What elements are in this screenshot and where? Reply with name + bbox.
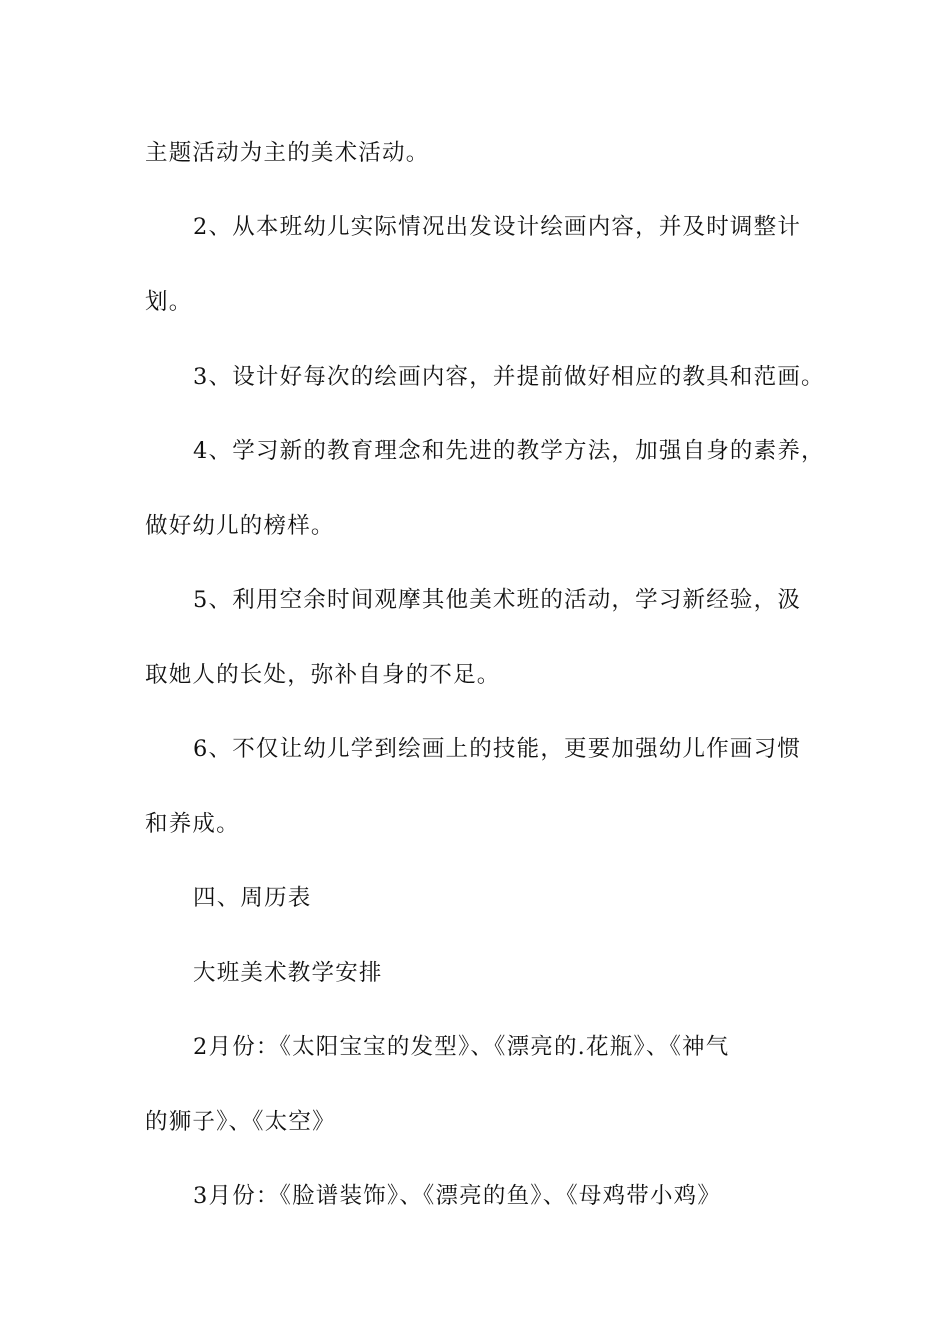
list-item-5-line-2: 取她人的长处，弥补自身的不足。	[145, 662, 501, 688]
list-item-5-line-1: 5、利用空余时间观摩其他美术班的活动，学习新经验，汲	[193, 587, 802, 613]
subheading: 大班美术教学安排	[193, 960, 383, 986]
paragraph-line: 主题活动为主的美术活动。	[145, 140, 430, 166]
month-schedule-mar: 3月份：《脸谱装饰》、《漂亮的鱼》、《母鸡带小鸡》	[193, 1183, 722, 1209]
list-item-6-line-2: 和养成。	[145, 811, 240, 837]
list-item-6-line-1: 6、不仅让幼儿学到绘画上的技能，更要加强幼儿作画习惯	[193, 736, 802, 762]
month-schedule-feb-line-2: 的狮子》、《太空》	[145, 1109, 336, 1135]
list-item-3: 3、设计好每次的绘画内容，并提前做好相应的教具和范画。	[193, 364, 825, 390]
list-item-2-line-1: 2、从本班幼儿实际情况出发设计绘画内容，并及时调整计	[193, 214, 802, 240]
list-item-2-line-2: 划。	[145, 289, 193, 315]
month-schedule-feb-line-1: 2月份：《太阳宝宝的发型》、《漂亮的.花瓶》、《神气	[193, 1034, 730, 1060]
list-item-4-line-1: 4、学习新的教育理念和先进的教学方法，加强自身的素养，	[193, 438, 825, 464]
section-heading: 四、周历表	[193, 885, 312, 911]
list-item-4-line-2: 做好幼儿的榜样。	[145, 513, 335, 539]
